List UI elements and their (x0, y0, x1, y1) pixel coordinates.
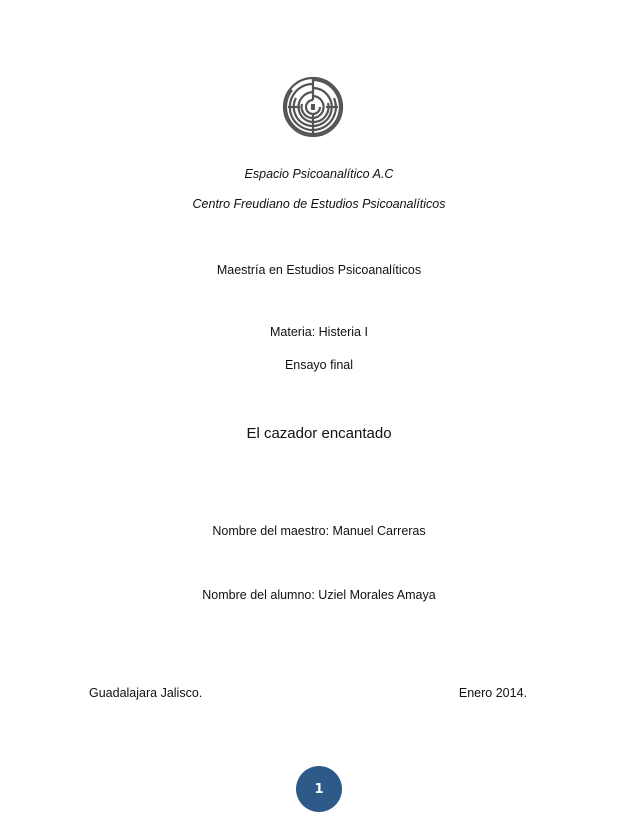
student-name: Nombre del alumno: Uziel Morales Amaya (202, 588, 436, 602)
essay-title: El cazador encantado (246, 425, 392, 442)
labyrinth-logo-icon (282, 76, 344, 138)
assignment-type: Ensayo final (284, 358, 354, 372)
page-number: 1 (314, 781, 324, 797)
date-text: Enero 2014. (458, 686, 527, 700)
institution-name: Espacio Psicoanalítico A.C (244, 167, 394, 181)
place-text: Guadalajara Jalisco. (89, 686, 203, 700)
center-name: Centro Freudiano de Estudios Psicoanalíticos (192, 197, 446, 211)
course-subject: Materia: Histeria I (270, 325, 368, 339)
page-number-badge (296, 766, 342, 812)
program-name: Maestría en Estudios Psicoanalíticos (216, 263, 422, 277)
teacher-name: Nombre del maestro: Manuel Carreras (212, 524, 426, 538)
